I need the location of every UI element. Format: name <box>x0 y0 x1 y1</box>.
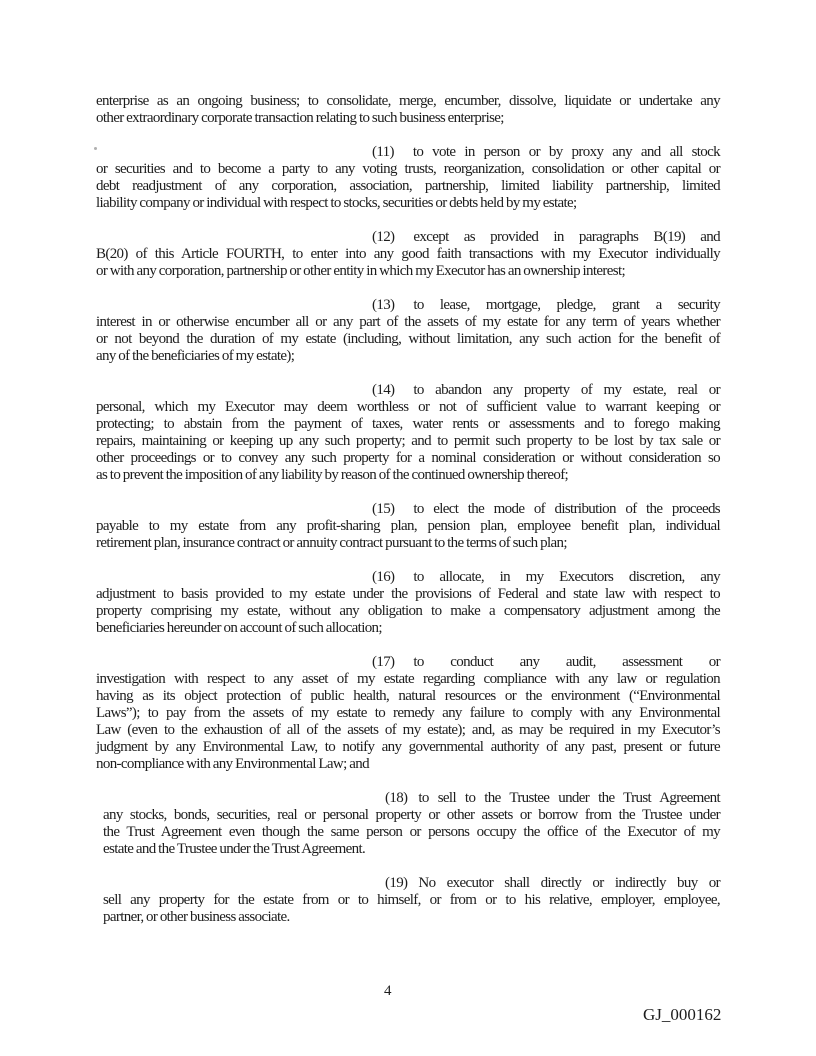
text-line: liability company or individual with respect to stocks, securities or debts held by my estate; <box>96 195 577 211</box>
text-line <box>103 790 720 807</box>
text-line: or not beyond the duration of my estate (including, without limitation, any such action for the benefit of <box>96 331 720 347</box>
text-line <box>96 654 720 671</box>
paragraph-text: to allocate, in my Executors discretion, any <box>413 569 720 585</box>
text-line <box>96 297 720 314</box>
text-line: any stocks, bonds, securities, real or personal property or other assets or borrow from the Trustee under <box>103 807 720 823</box>
paragraph-text: No executor shall directly or indirectly buy or <box>418 875 720 891</box>
text-line: retirement plan, insurance contract or annuity contract pursuant to the terms of such plan; <box>96 535 567 551</box>
paragraph-text: except as provided in paragraphs B(19) and <box>413 229 720 245</box>
paragraph-number: (17) <box>372 654 395 670</box>
text-line: estate and the Trustee under the Trust Agreement. <box>103 841 366 857</box>
continuation-paragraph <box>96 93 720 127</box>
text-line: or with any corporation, partnership or other entity in which my Executor has an ownership interest; <box>96 263 626 279</box>
text-line: B(20) of this Article FOURTH, to enter into any good faith transactions with my Executor individually <box>96 246 720 262</box>
paragraph-text: to elect the mode of distribution of the proceeds <box>413 501 720 517</box>
text-line <box>96 229 720 246</box>
paragraph-text: to sell to the Trustee under the Trust Agreement <box>418 790 720 806</box>
numbered-paragraph <box>103 875 720 926</box>
numbered-paragraph <box>96 654 720 773</box>
text-line: having as its object protection of public health, natural resources or the environment (“Environmental <box>96 688 720 704</box>
paragraph-number: (14) <box>372 382 395 398</box>
paragraph-number: (16) <box>372 569 395 585</box>
text-line: or securities and to become a party to any voting trusts, reorganization, consolidation or other capital or <box>96 161 720 177</box>
numbered-paragraph <box>103 790 720 858</box>
bates-number: GJ_000162 <box>643 1005 722 1024</box>
text-line: interest in or otherwise encumber all or any part of the assets of my estate for any term of years whether <box>96 314 720 330</box>
numbered-paragraph <box>96 501 720 552</box>
paragraph-number: (13) <box>372 297 395 313</box>
text-line: enterprise as an ongoing business; to consolidate, merge, encumber, dissolve, liquidate or undertake any <box>96 93 720 109</box>
numbered-paragraph <box>96 229 720 280</box>
paragraph-number: (11) <box>372 144 394 160</box>
text-line <box>103 875 720 892</box>
text-line: the Trust Agreement even though the same person or persons occupy the office of the Executor of my <box>103 824 720 840</box>
text-line: protecting; to abstain from the payment of taxes, water rents or assessments and to forego making <box>96 416 720 432</box>
text-line: as to prevent the imposition of any liability by reason of the continued ownership thereof; <box>96 467 569 483</box>
text-line <box>96 501 720 518</box>
text-line: beneficiaries hereunder on account of such allocation; <box>96 620 382 636</box>
text-line: property comprising my estate, without any obligation to make a compensatory adjustment among the <box>96 603 720 619</box>
paragraph-text: to lease, mortgage, pledge, grant a security <box>413 297 720 313</box>
paragraph-number: (19) <box>385 875 408 891</box>
numbered-paragraph <box>96 144 720 212</box>
numbered-paragraph <box>96 569 720 637</box>
paragraph-text: to conduct any audit, assessment or <box>413 654 720 670</box>
page-number: 4 <box>384 983 392 999</box>
paragraph-text: to abandon any property of my estate, real or <box>413 382 720 398</box>
text-line: debt readjustment of any corporation, association, partnership, limited liability partnership, limited <box>96 178 720 194</box>
text-line: investigation with respect to any asset of my estate regarding compliance with any law or regulation <box>96 671 720 687</box>
numbered-paragraph <box>96 382 720 484</box>
text-line: non-compliance with any Environmental Law; and <box>96 756 369 772</box>
text-line: sell any property for the estate from or to himself, or from or to his relative, employer, employee, <box>103 892 720 908</box>
text-line: adjustment to basis provided to my estate under the provisions of Federal and state law with respect to <box>96 586 720 602</box>
text-line: judgment by any Environmental Law, to notify any governmental authority of any past, present or future <box>96 739 720 755</box>
text-line: personal, which my Executor may deem worthless or not of sufficient value to warrant keeping or <box>96 399 720 415</box>
text-line <box>96 144 720 161</box>
numbered-paragraph <box>96 297 720 365</box>
text-line: Laws”); to pay from the assets of my estate to remedy any failure to comply with any Environmental <box>96 705 720 721</box>
text-line: other proceedings or to convey any such property for a nominal consideration or without consideration so <box>96 450 720 466</box>
text-line: repairs, maintaining or keeping up any such property; and to permit such property to be lost by tax sale or <box>96 433 720 449</box>
scan-artifact-dot <box>94 147 97 150</box>
paragraph-number: (18) <box>385 790 408 806</box>
text-line: other extraordinary corporate transaction relating to such business enterprise; <box>96 110 504 126</box>
text-line: Law (even to the exhaustion of all of the assets of my estate); and, as may be required in my Executor’s <box>96 722 720 738</box>
text-line <box>96 382 720 399</box>
text-line <box>96 569 720 586</box>
text-line: payable to my estate from any profit-sharing plan, pension plan, employee benefit plan, individual <box>96 518 720 534</box>
text-line: any of the beneficiaries of my estate); <box>96 348 295 364</box>
document-body <box>96 93 720 943</box>
paragraph-number: (15) <box>372 501 395 517</box>
paragraph-text: to vote in person or by proxy any and all stock <box>412 144 720 160</box>
text-line: partner, or other business associate. <box>103 909 290 925</box>
paragraph-number: (12) <box>372 229 395 245</box>
